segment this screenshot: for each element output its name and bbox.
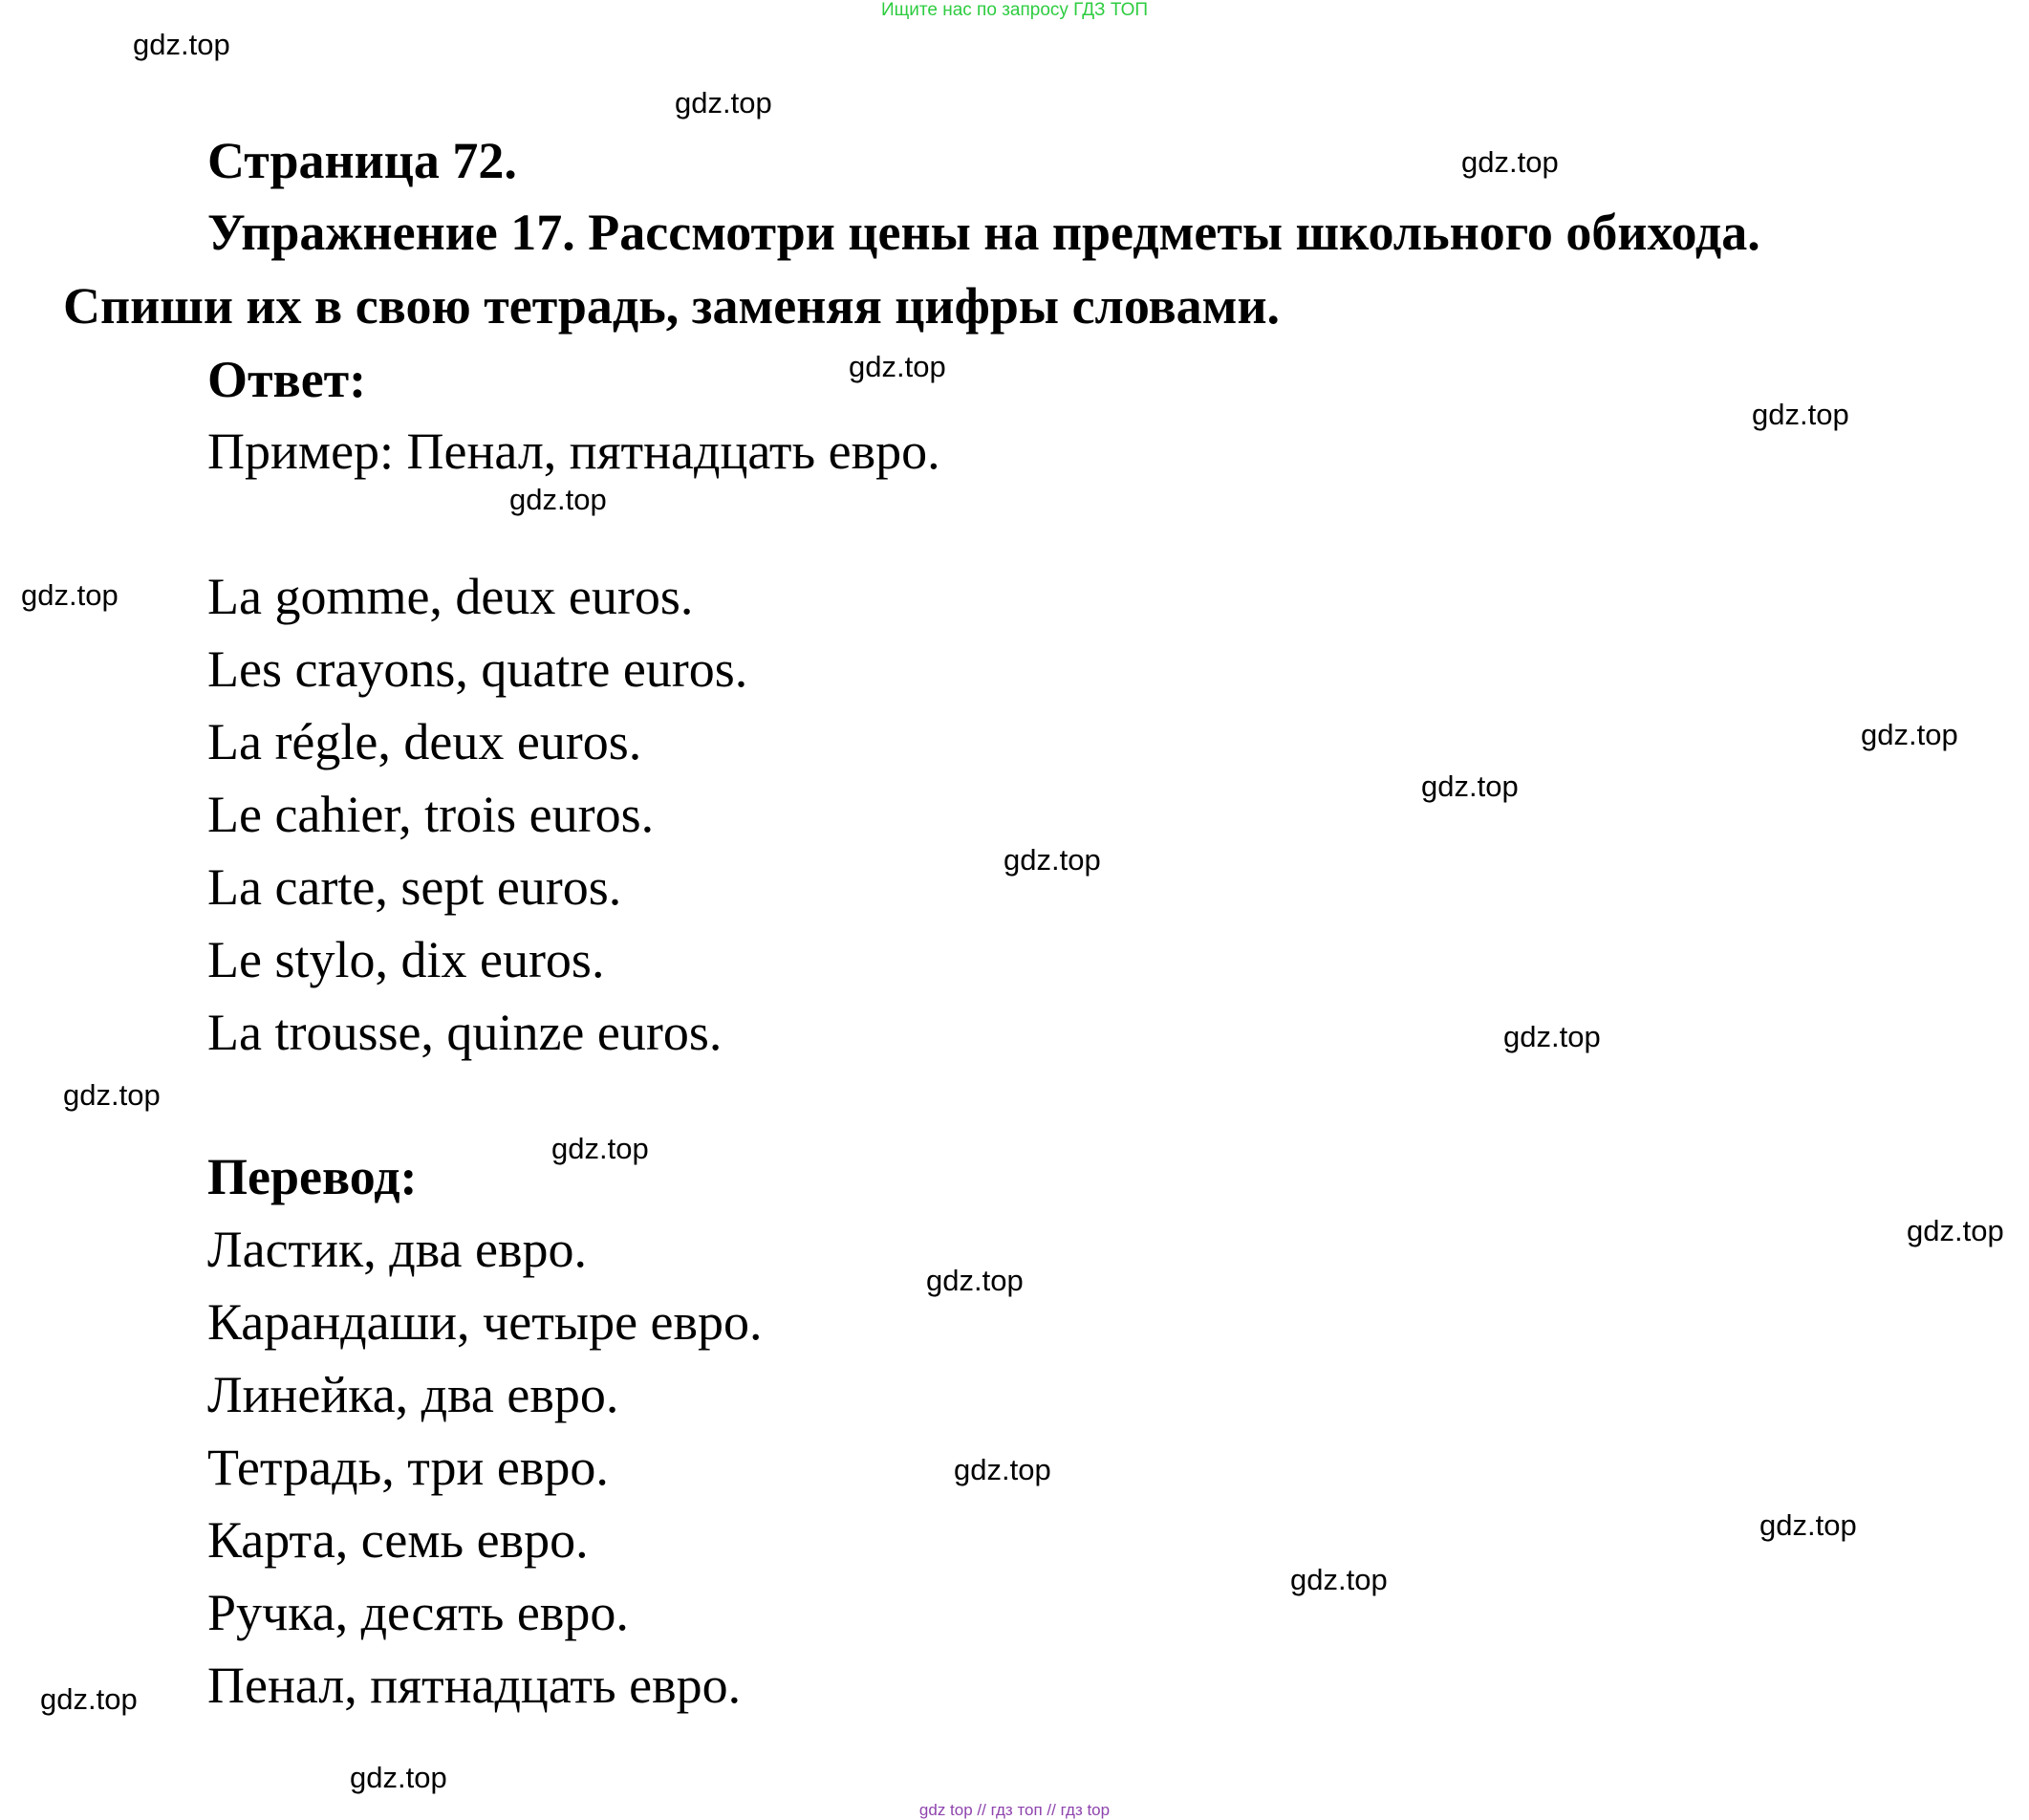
watermark: gdz.top — [1861, 718, 1958, 751]
translation-line: Ручка, десять евро. — [207, 1584, 629, 1641]
answer-line: La gomme, deux euros. — [207, 568, 694, 625]
exercise-title-line-1: Упражнение 17. Рассмотри цены на предметы школьного обихода. — [207, 204, 1760, 261]
watermark: gdz.top — [133, 28, 230, 61]
answer-line: Le stylo, dix euros. — [207, 931, 605, 988]
top-banner: Ищите нас по запросу ГДЗ ТОП — [880, 0, 1149, 20]
watermark: gdz.top — [21, 578, 119, 612]
watermark: gdz.top — [926, 1264, 1024, 1297]
watermark: gdz.top — [849, 350, 946, 383]
answer-line: Le cahier, trois euros. — [207, 786, 655, 843]
watermark: gdz.top — [1907, 1214, 2004, 1247]
answer-line: Les crayons, quatre euros. — [207, 640, 748, 698]
watermark: gdz.top — [954, 1453, 1051, 1486]
watermark: gdz.top — [1004, 843, 1101, 877]
translation-line: Линейка, два евро. — [207, 1366, 619, 1423]
watermark: gdz.top — [350, 1761, 447, 1794]
translation-label: Перевод: — [207, 1148, 418, 1205]
translation-line: Карта, семь евро. — [207, 1511, 589, 1569]
bottom-banner: gdz top // гдз топ // гдз top — [918, 1801, 1111, 1819]
watermark: gdz.top — [551, 1132, 649, 1165]
translation-line: Пенал, пятнадцать евро. — [207, 1657, 742, 1714]
answer-line: La régle, deux euros. — [207, 713, 642, 770]
translation-line: Тетрадь, три евро. — [207, 1439, 609, 1496]
watermark: gdz.top — [1290, 1563, 1388, 1596]
watermark: gdz.top — [63, 1078, 161, 1112]
watermark: gdz.top — [1759, 1508, 1857, 1542]
translation-line: Ластик, два евро. — [207, 1221, 587, 1278]
page-heading: Страница 72. — [207, 132, 517, 189]
answer-example: Пример: Пенал, пятнадцать евро. — [207, 422, 940, 480]
watermark: gdz.top — [509, 483, 607, 516]
answer-line: La carte, sept euros. — [207, 858, 622, 916]
watermark: gdz.top — [1503, 1020, 1601, 1053]
watermark: gdz.top — [1421, 769, 1519, 803]
watermark: gdz.top — [1461, 145, 1559, 179]
answer-line: La trousse, quinze euros. — [207, 1004, 723, 1061]
watermark: gdz.top — [1752, 398, 1849, 431]
translation-line: Карандаши, четыре евро. — [207, 1293, 763, 1351]
watermark: gdz.top — [675, 86, 772, 119]
watermark: gdz.top — [40, 1682, 138, 1716]
answer-label: Ответ: — [207, 351, 367, 408]
exercise-title-line-2: Спиши их в свою тетрадь, заменяя цифры словами. — [63, 277, 1281, 335]
